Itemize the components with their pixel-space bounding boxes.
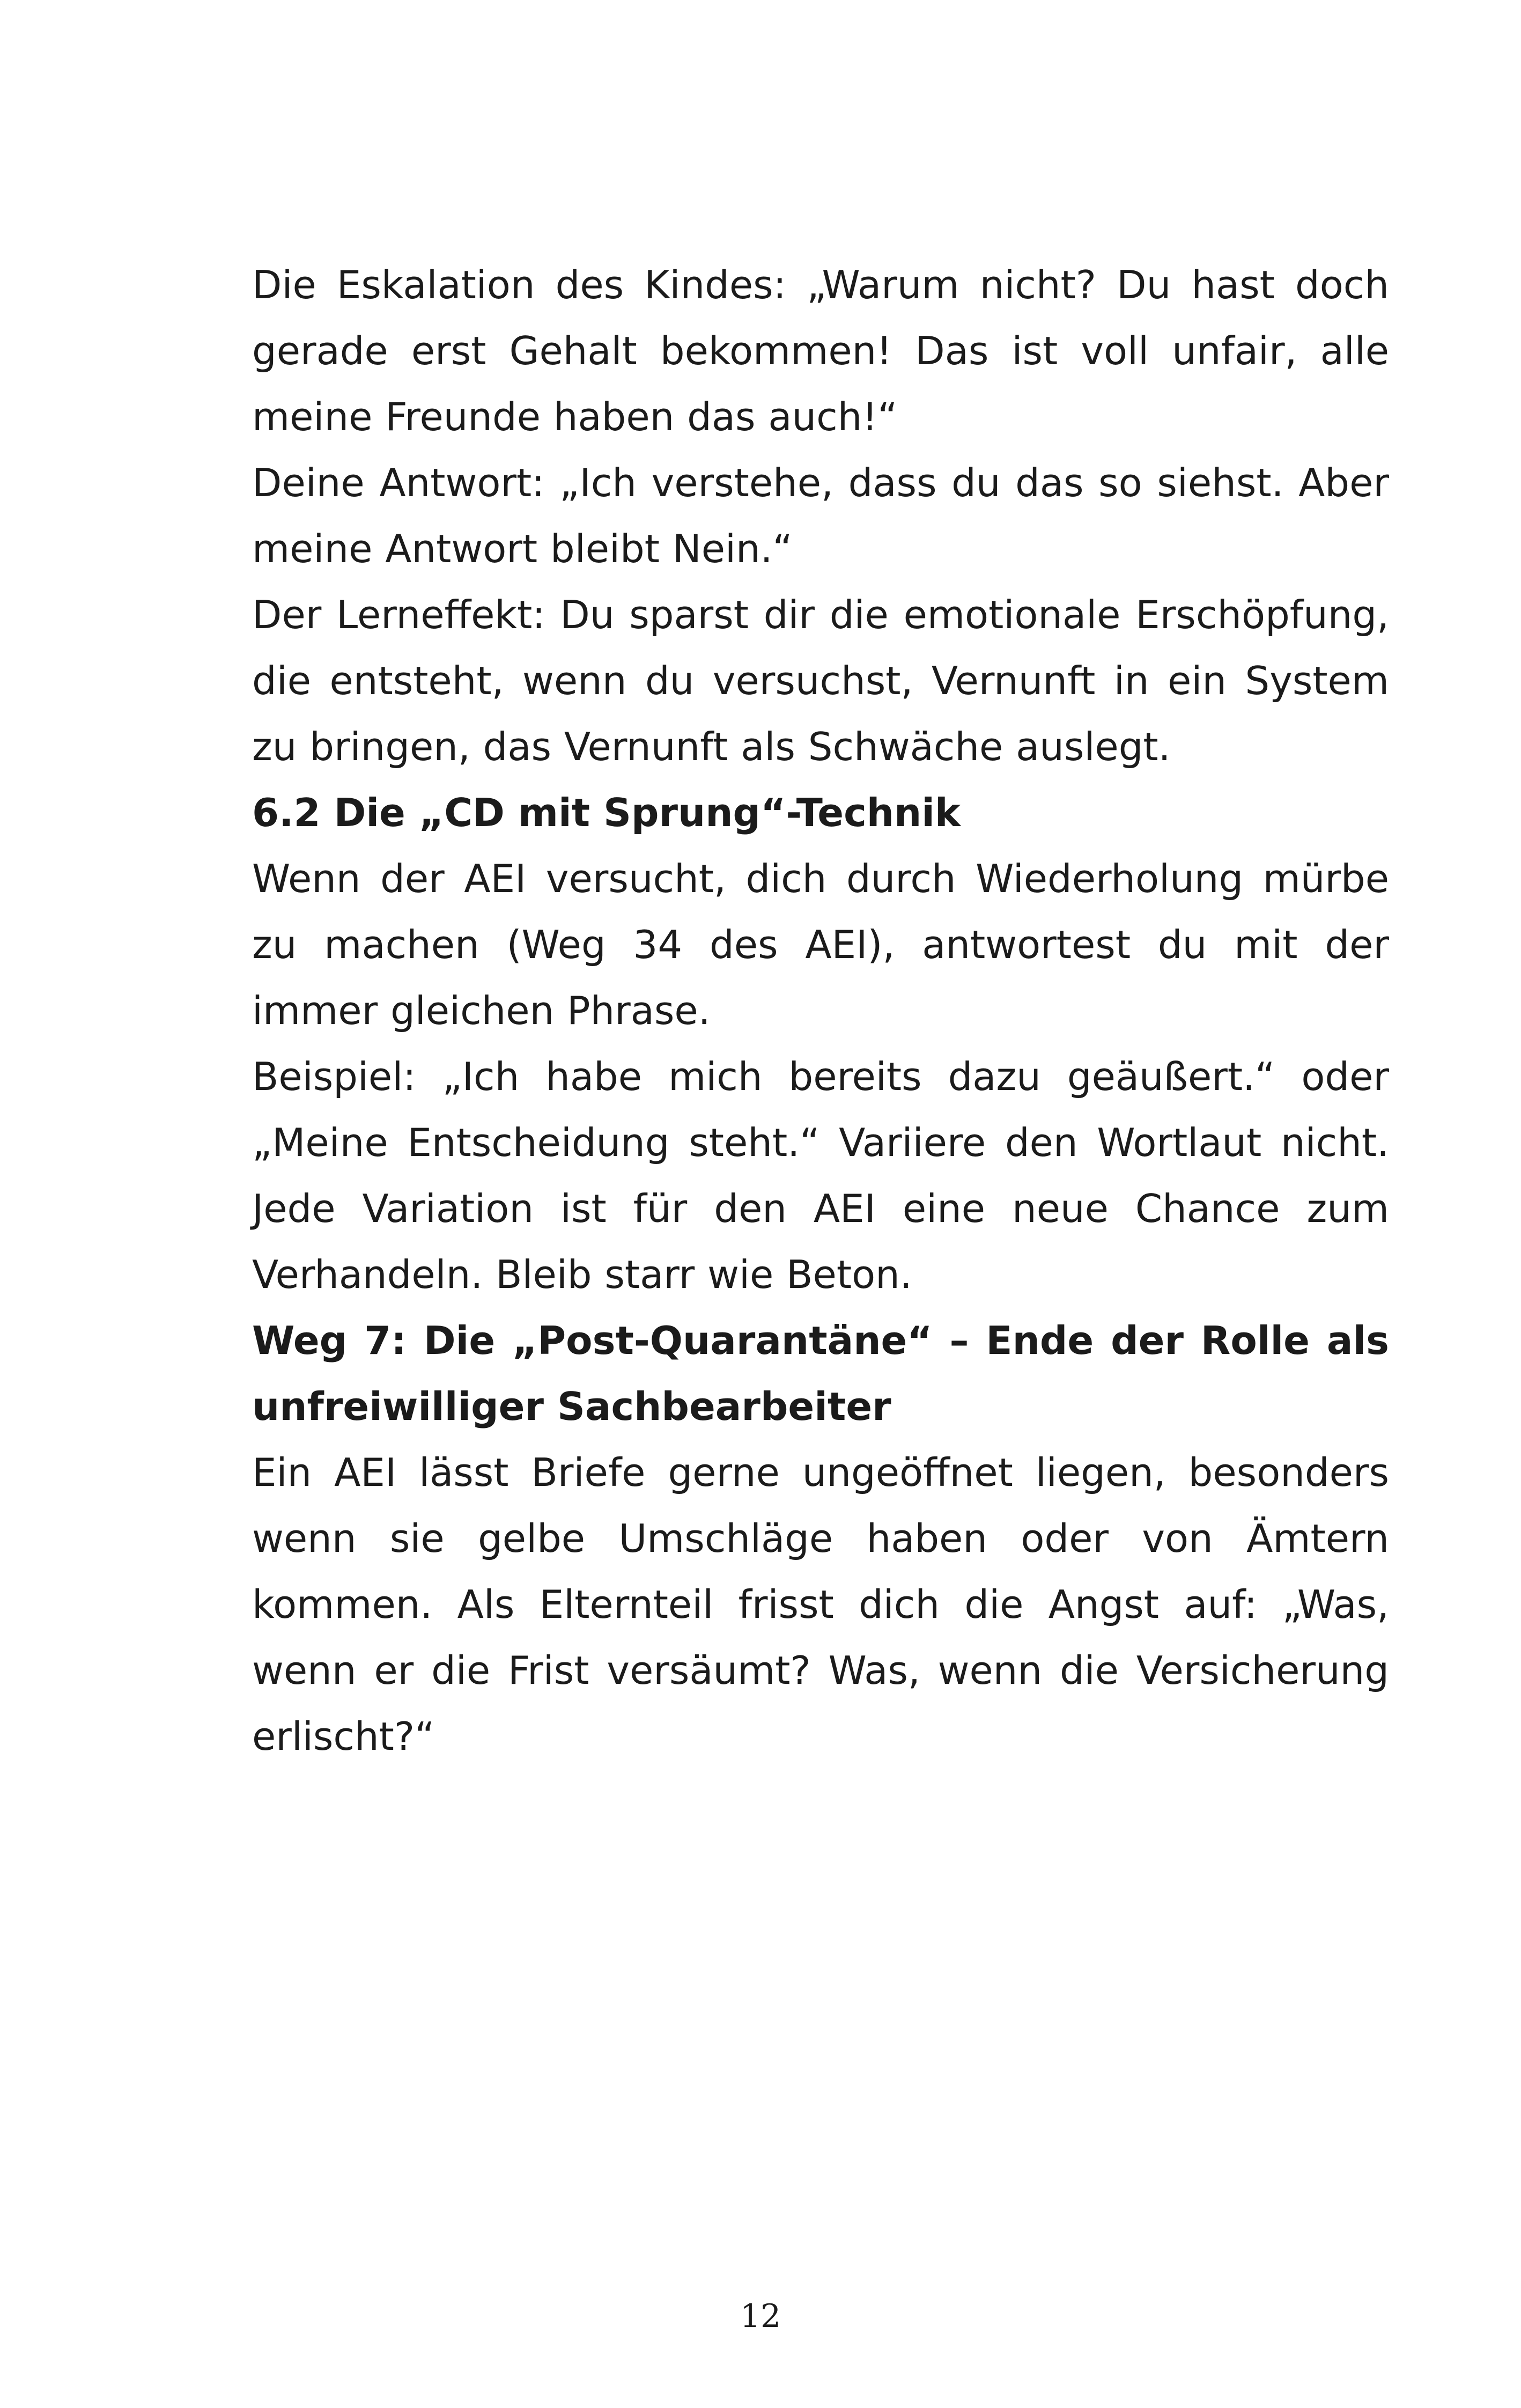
paragraph-letters: Ein AEI lässt Briefe gerne ungeöffnet liegen, besonders wenn sie gelbe Umschläge haben oder von Ämtern kommen. Als Elternteil frisst dich die Angst auf: „Was, wenn er die Frist versäumt? Was, wenn die Versicherung erlischt?“ [252, 1450, 1389, 1759]
paragraph-learning-effect: Der Lerneffekt: Du sparst dir die emotionale Erschöpfung, die entsteht, wenn du versuchst, Vernunft in ein System zu bringen, das Vernunft als Schwäche auslegt. [252, 592, 1389, 769]
paragraph-repetition: Wenn der AEI versucht, dich durch Wiederholung mürbe zu machen (Weg 34 des AEI), antwortest du mit der immer gleichen Phrase. [252, 856, 1389, 1033]
paragraph-example: Beispiel: „Ich habe mich bereits dazu geäußert.“ oder „Meine Entscheidung steht.“ Variiere den Wortlaut nicht. Jede Variation ist für den AEI eine neue Chance zum Verhandeln. Bleib starr wie Beton. [252, 1054, 1389, 1297]
paragraph-your-answer: Deine Antwort: „Ich verstehe, dass du das so siehst. Aber meine Antwort bleibt Nein.“ [252, 460, 1389, 571]
section-heading-weg-7: Weg 7: Die „Post-Quarantäne“ – Ende der Rolle als unfreiwilliger Sachbearbeiter [252, 1318, 1389, 1429]
section-heading-6-2: 6.2 Die „CD mit Sprung“-Technik [252, 790, 961, 835]
page-number: 12 [740, 2297, 781, 2335]
page-text-block [252, 252, 1389, 1770]
paragraph-child-escalation: Die Eskalation des Kindes: „Warum nicht? Du hast doch gerade erst Gehalt bekommen! Das ist voll unfair, alle meine Freunde haben das auch!“ [252, 262, 1389, 439]
